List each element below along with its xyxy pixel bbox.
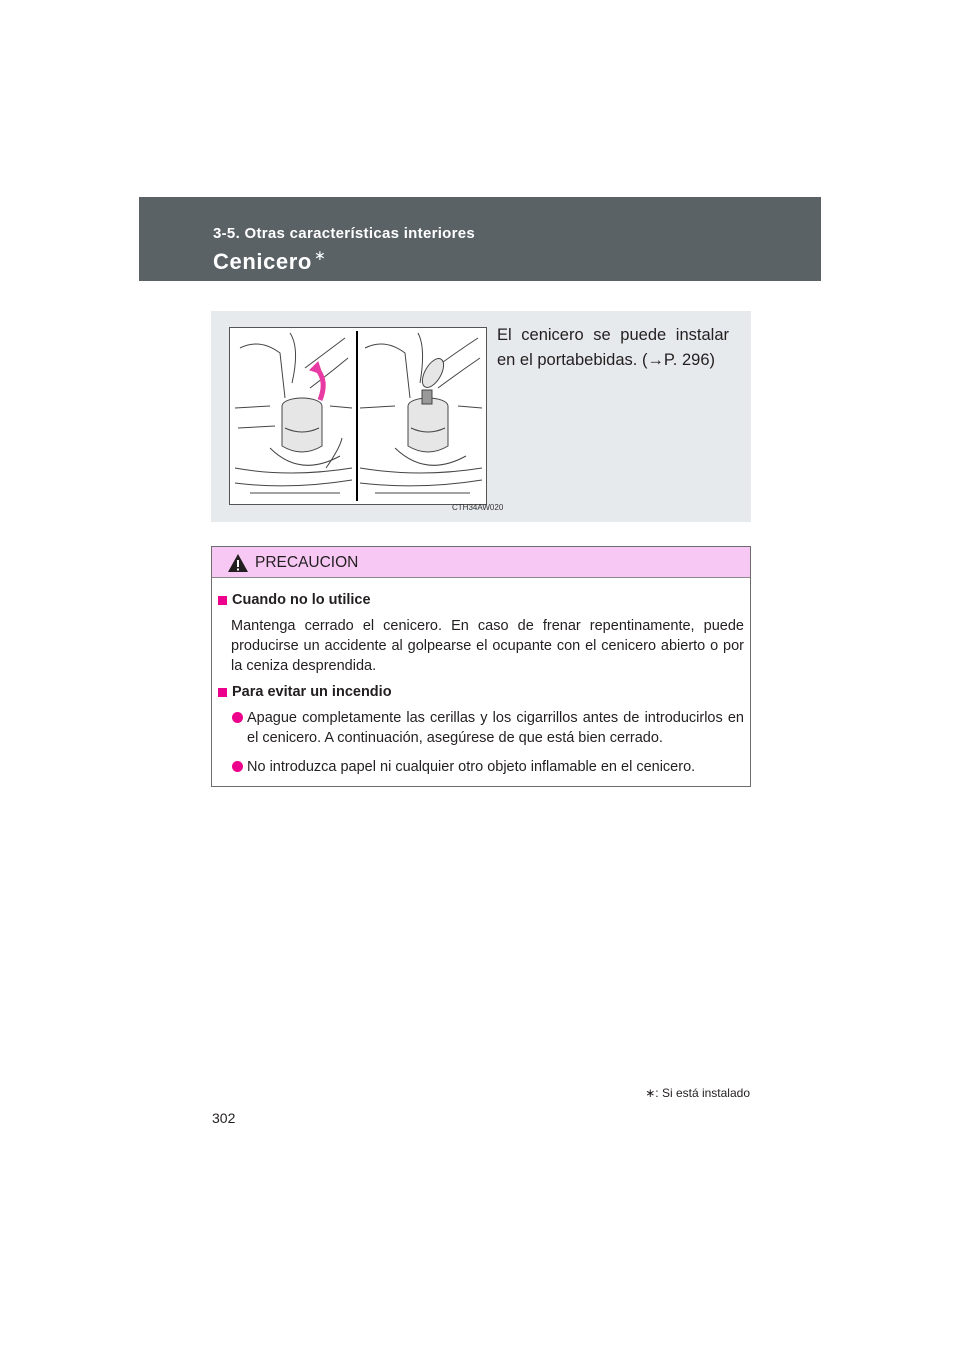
section-label: 3-5. Otras características interiores	[213, 225, 476, 242]
warning-title: PRECAUCION	[255, 554, 359, 571]
warning-section-heading	[218, 590, 744, 610]
page-number: 302	[212, 1110, 236, 1126]
heading-text: Para evitar un incendio	[232, 684, 392, 700]
warning-triangle-icon	[227, 553, 249, 573]
title-footnote-mark: ∗	[313, 247, 327, 263]
warning-header	[212, 547, 750, 578]
round-bullet-icon	[232, 761, 243, 772]
page-title-text: Cenicero	[213, 249, 312, 274]
footnote: ∗: Si está instalado	[645, 1086, 750, 1100]
round-bullet-icon	[232, 712, 243, 723]
square-bullet-icon	[218, 596, 227, 605]
page-title	[213, 249, 326, 275]
ashtray-illustration	[229, 327, 504, 512]
bullet-text: Apague completamente las cerillas y los cigarrillos antes de introducirlos en el cenicero. A continuación, asegúrese de que está bien cerrado.	[247, 710, 744, 746]
image-caption: CTH34AW020	[452, 503, 504, 512]
header-band	[139, 197, 821, 281]
warning-section-heading	[218, 682, 744, 702]
ashtray-drawing	[230, 328, 486, 504]
warning-bullet	[231, 757, 744, 777]
heading-text: Cuando no lo utilice	[232, 592, 371, 608]
warning-paragraph: Mantenga cerrado el cenicero. En caso de frenar repentinamente, puede producirse un accidente al golpearse el ocupante con el cenicero abierto o por la ceniza desprendida.	[231, 618, 744, 674]
warning-bullet	[231, 708, 744, 748]
warning-box	[211, 546, 751, 787]
warning-body	[212, 578, 750, 777]
info-text: El cenicero se puede instalar en el portabebidas. (→P. 296)	[497, 326, 729, 369]
info-box	[211, 311, 751, 522]
bullet-text: No introduzca papel ni cualquier otro objeto inflamable en el cenicero.	[247, 759, 696, 775]
square-bullet-icon	[218, 688, 227, 697]
